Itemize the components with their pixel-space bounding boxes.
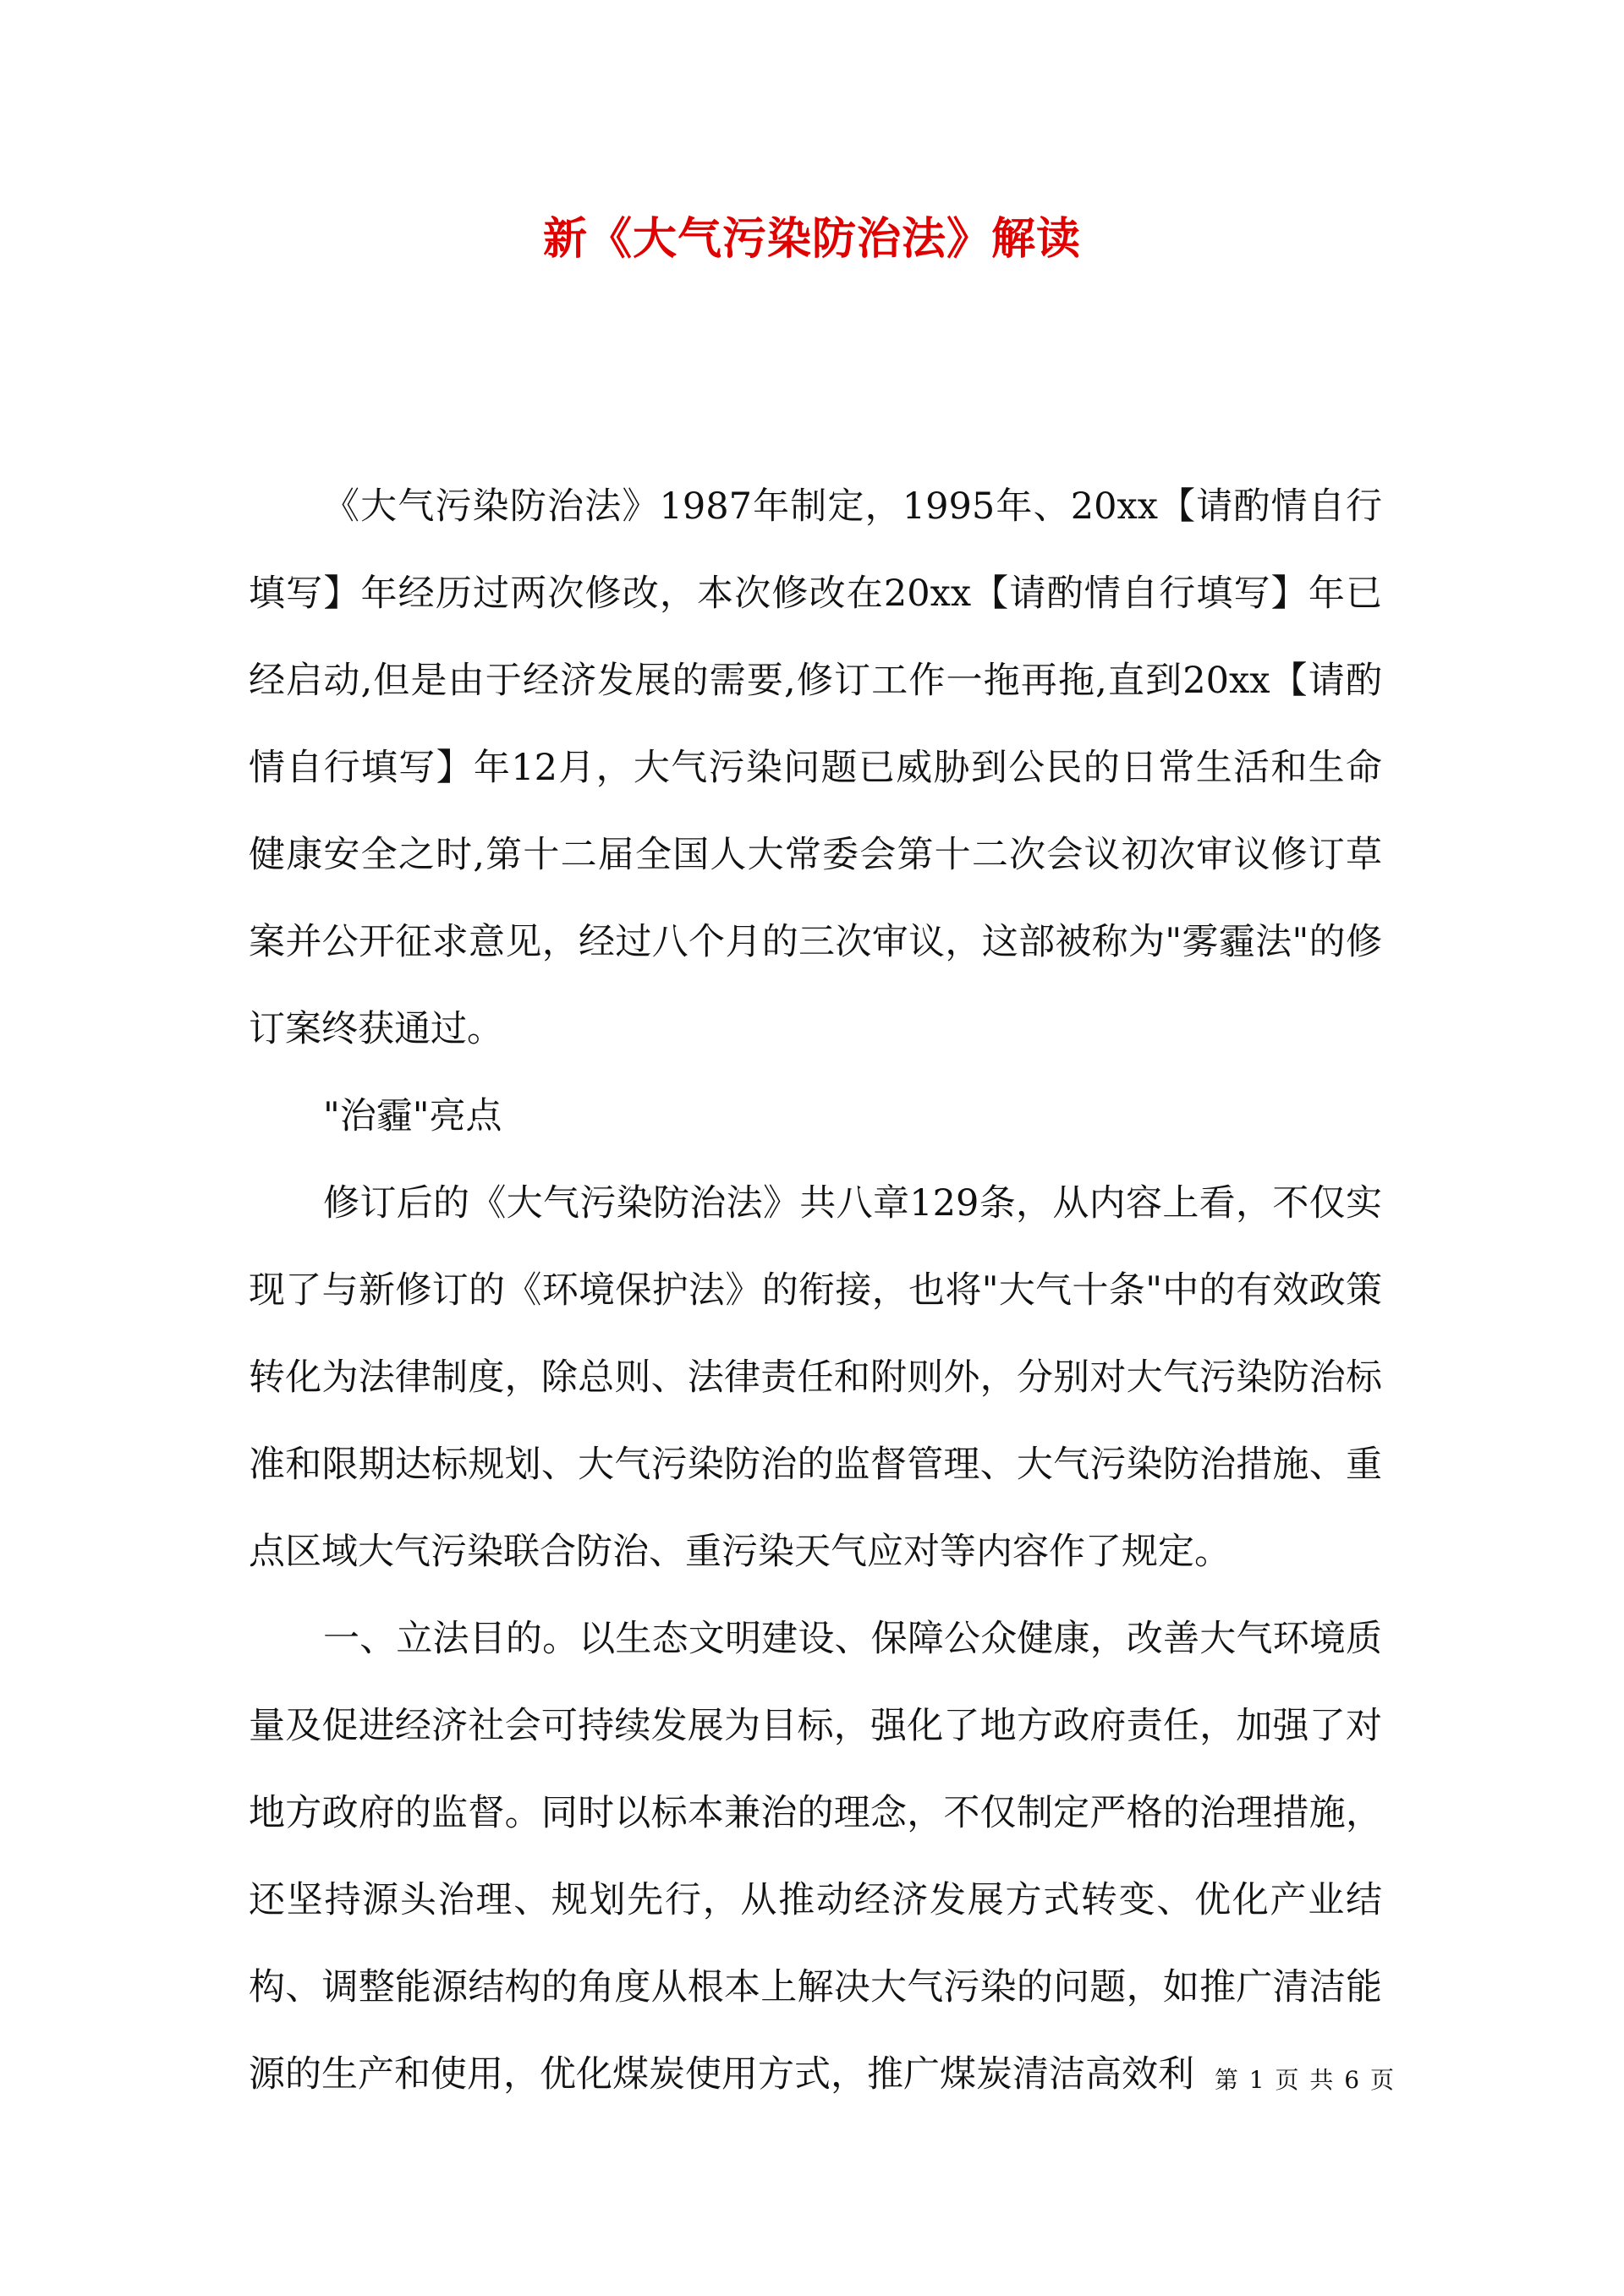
paragraph-overview: 修订后的《大气污染防治法》共八章129条，从内容上看，不仅实现了与新修订的《环境保护法》的衔接，也将"大气十条"中的有效政策转化为法律制度，除总则、法律责任和附则外，分别对大气污染防治标准和限期达标规划、大气污染防治的监督管理、大气污染防治措施、重点区域大气污染联合防治、重污染天气应对等内容作了规定。 <box>249 1182 1382 1573</box>
document-title: 新《大气污染防治法》解读 <box>542 213 1081 265</box>
paragraph-intro: 《大气污染防治法》1987年制定，1995年、20xx【请酌情自行填写】年经历过两次修改，本次修改在20xx【请酌情自行填写】年已经启动,但是由于经济发展的需要,修订工作一拖再拖,直到20xx【请酌情自行填写】年12月，大气污染问题已威胁到公民的日常生活和生命健康安全之时,第十二届全国人大常委会第十二次会议初次审议修订草案并公开征求意见，经过八个月的三次审议，这部被称为"雾霾法"的修订案终获通过。 <box>249 485 1382 1050</box>
section-heading-highlights: "治霾"亮点 <box>323 1095 502 1137</box>
page-number-footer: 第 1 页 共 6 页 <box>1214 2066 1396 2094</box>
paragraph-legislative-purpose: 一、立法目的。以生态文明建设、保障公众健康，改善大气环境质量及促进经济社会可持续发展为目标，强化了地方政府责任，加强了对地方政府的监督。同时以标本兼治的理念，不仅制定严格的治理措施，还坚持源头治理、规划先行，从推动经济发展方式转变、优化产业结构、调整能源结构的角度从根本上解决大气污染的问题，如推广清洁能源的生产和使用，优化煤炭使用方式，推广煤炭清洁高效利 <box>249 1618 1382 2096</box>
document-body <box>249 463 1382 2118</box>
